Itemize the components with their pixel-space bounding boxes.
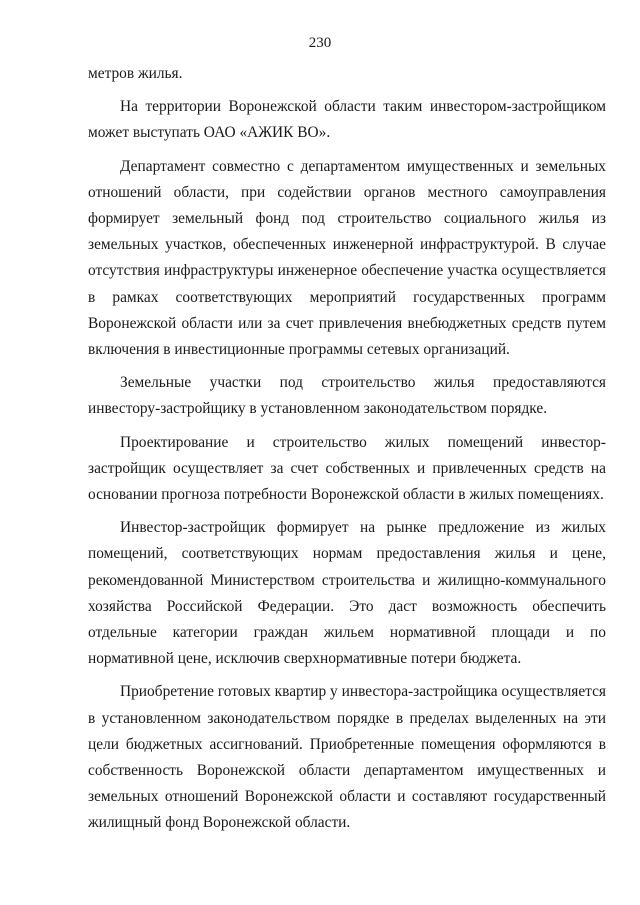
paragraph-land-fund: Департамент совместно с департаментом имущественных и земельных отношений области, при содействии органов местного самоуправления формирует земельный фонд под строительство социального жилья из земельных участков, обеспеченных инженерной инфраструктурой. В случае отсутствия инфраструктуры инженерное обеспечение участка осуществляется в рамках соответствующих мероприятий государственных программ Воронежской области или за счет привлечения внебюджетных средств путем включения в инвестиционные программы сетевых организаций. [88, 157, 606, 359]
paragraph-market-offer: Инвестор-застройщик формирует на рынке предложение из жилых помещений, соответствующих нормам предоставления жилья и цене, рекомендованной Министерством строительства и жилищно-коммунального хозяйства Российской Федерации. Это даст возможность обеспечить отдельные категории граждан жильем нормативной площади и по нормативной цене, исключив сверхнормативные потери бюджета. [88, 519, 606, 668]
paragraph-acquisition: Приобретение готовых квартир у инвестора-застройщика осуществляется в установленном законодательством порядке в пределах выделенных на эти цели бюджетных ассигнований. Приобретенные помещения оформляются в собственность Воронежской области департаментом имущественных и земельных отношений Воронежской области и составляют государственный жилищный фонд Воронежской области. [88, 683, 606, 832]
paragraph-continuation: метров жилья. [88, 65, 183, 82]
page-number: 230 [308, 35, 332, 51]
document-body [88, 61, 606, 837]
paragraph-land-plots: Земельные участки под строительство жилья предоставляются инвестору-застройщику в установленном законодательством порядке. [88, 374, 606, 418]
paragraph-design-construction: Проектирование и строительство жилых помещений инвестор-застройщик осуществляет за счет собственных и привлеченных средств на основании прогноза потребности Воронежской области в жилых помещениях. [88, 433, 606, 504]
paragraph-investor: На территории Воронежской области таким инвестором-застройщиком может выступать ОАО «АЖИК ВО». [88, 98, 606, 142]
